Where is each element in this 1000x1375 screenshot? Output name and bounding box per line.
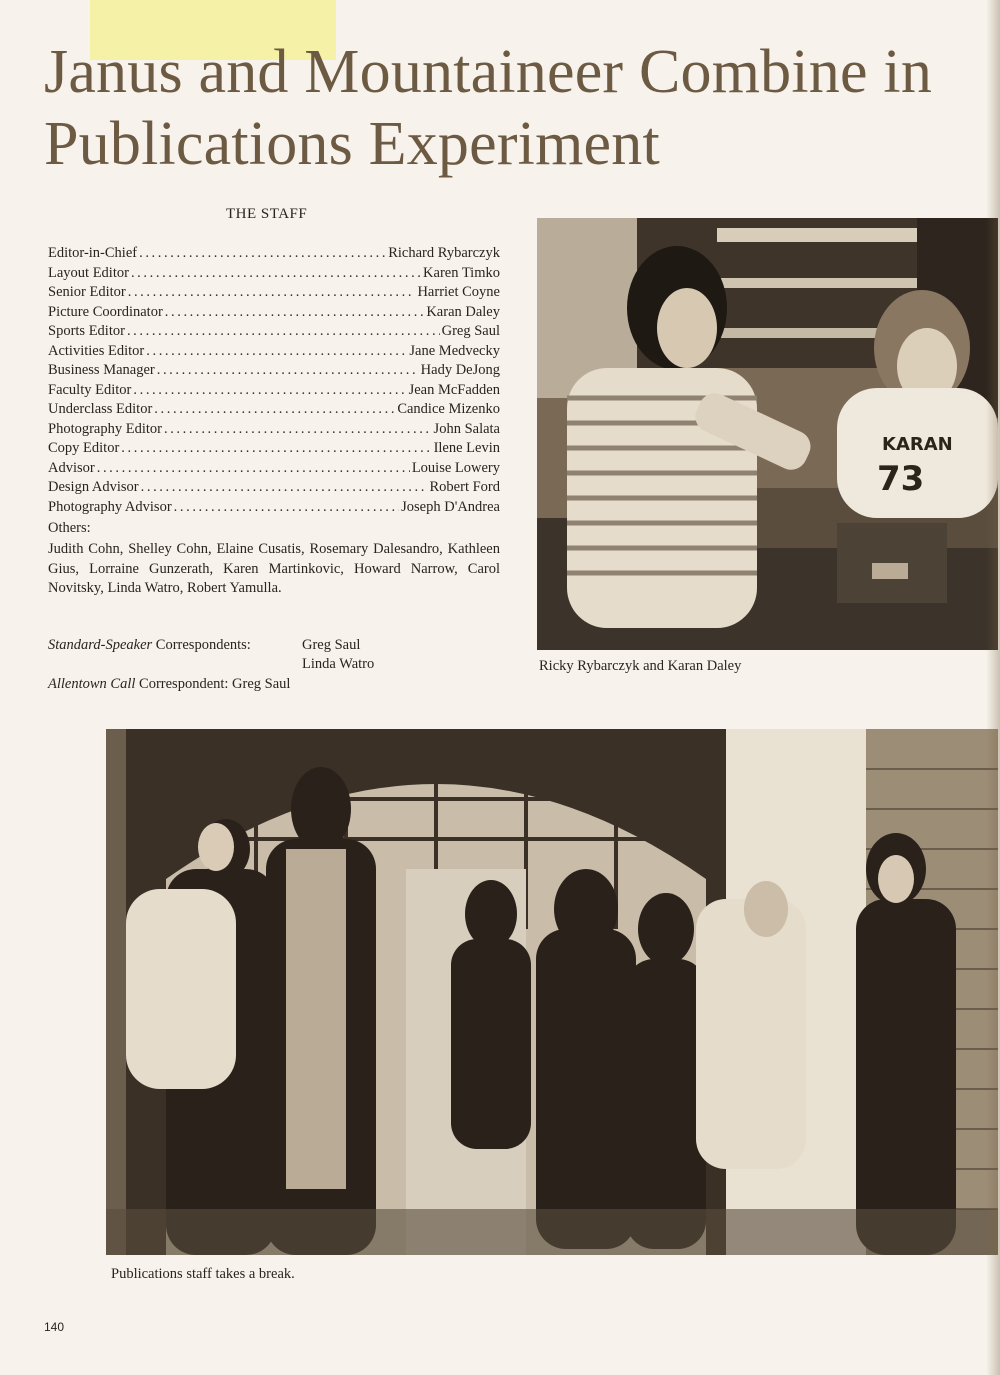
staff-list bbox=[48, 245, 500, 518]
staff-row bbox=[48, 479, 500, 499]
others-text: Judith Cohn, Shelley Cohn, Elaine Cusatis, Rosemary Dalesandro, Kathleen Gius, Lorraine Gunzerath, Karen Martinkovic, Howard Narrow, Carol Novitsky, Linda Watro, Robert Yamulla. bbox=[48, 541, 500, 597]
staff-role: Underclass Editor bbox=[48, 401, 153, 417]
staff-row bbox=[48, 499, 500, 519]
standard-speaker-correspondents bbox=[48, 637, 251, 654]
staff-row bbox=[48, 401, 500, 421]
allentown-suffix: Correspondent: Greg Saul bbox=[135, 676, 291, 692]
page-headline bbox=[44, 36, 984, 180]
staff-name: Ilene Levin bbox=[433, 440, 500, 456]
headline-line-2: Publications Experiment bbox=[44, 110, 660, 178]
dot-leader bbox=[127, 323, 440, 340]
staff-row bbox=[48, 265, 500, 285]
dot-leader bbox=[121, 440, 431, 457]
dot-leader bbox=[157, 362, 419, 379]
dot-leader bbox=[154, 401, 395, 418]
staff-name: Candice Mizenko bbox=[397, 401, 500, 417]
staff-heading: THE STAFF bbox=[226, 206, 308, 222]
dot-leader bbox=[146, 343, 407, 360]
staff-row bbox=[48, 284, 500, 304]
dot-leader bbox=[133, 382, 406, 399]
staff-role: Advisor bbox=[48, 459, 95, 476]
staff-name: Greg Saul bbox=[441, 323, 500, 339]
staff-row bbox=[48, 343, 500, 363]
staff-name: Jane Medvecky bbox=[409, 342, 500, 359]
staff-name: Jean McFadden bbox=[408, 381, 500, 398]
staff-name: Joseph D'Andrea bbox=[401, 498, 500, 515]
photo-office-image bbox=[537, 218, 998, 650]
dot-leader bbox=[139, 245, 386, 262]
staff-role: Photography Advisor bbox=[48, 498, 172, 515]
headline-line-1: Janus and Mountaineer Combine in bbox=[44, 38, 933, 106]
shirt-text: KARAN bbox=[882, 434, 953, 455]
dot-leader bbox=[131, 265, 421, 282]
dot-leader bbox=[97, 460, 410, 477]
caption-top: Ricky Rybarczyk and Karan Daley bbox=[539, 658, 742, 674]
staff-row bbox=[48, 421, 500, 441]
staff-role: Design Advisor bbox=[48, 479, 139, 495]
dot-leader bbox=[165, 304, 425, 321]
staff-name: John Salata bbox=[433, 420, 500, 437]
staff-row bbox=[48, 382, 500, 402]
photo-break-image bbox=[106, 729, 998, 1255]
staff-role: Senior Editor bbox=[48, 284, 126, 300]
staff-name: Hady DeJong bbox=[420, 362, 500, 378]
staff-name: Karan Daley bbox=[426, 303, 500, 320]
correspondent-name: Linda Watro bbox=[302, 656, 375, 672]
shirt-number: 73 bbox=[877, 459, 925, 499]
correspondent-name: Greg Saul bbox=[302, 637, 361, 653]
staff-row bbox=[48, 440, 500, 460]
staff-role: Layout Editor bbox=[48, 264, 129, 281]
staff-row bbox=[48, 323, 500, 343]
staff-row bbox=[48, 304, 500, 324]
allentown-paper: Allentown Call bbox=[48, 676, 136, 692]
caption-bottom: Publications staff takes a break. bbox=[111, 1266, 295, 1282]
dot-leader bbox=[164, 421, 432, 438]
binding-shadow bbox=[986, 0, 1000, 1375]
photo-office bbox=[537, 218, 998, 650]
staff-role: Sports Editor bbox=[48, 323, 125, 339]
staff-role: Copy Editor bbox=[48, 440, 120, 456]
others-label: Others: bbox=[48, 520, 91, 536]
dot-leader bbox=[141, 479, 428, 496]
staff-row bbox=[48, 245, 500, 265]
staff-name: Robert Ford bbox=[429, 479, 500, 495]
staff-row bbox=[48, 460, 500, 480]
staff-name: Richard Rybarczyk bbox=[388, 245, 500, 261]
dot-leader bbox=[174, 499, 399, 516]
staff-role: Faculty Editor bbox=[48, 381, 132, 398]
staff-role: Activities Editor bbox=[48, 342, 145, 359]
photo-break bbox=[106, 729, 998, 1255]
staff-role: Business Manager bbox=[48, 362, 155, 378]
staff-role: Editor-in-Chief bbox=[48, 245, 138, 261]
staff-name: Louise Lowery bbox=[411, 459, 500, 476]
allentown-correspondent bbox=[48, 676, 290, 693]
dot-leader bbox=[128, 284, 416, 301]
staff-name: Harriet Coyne bbox=[417, 284, 500, 300]
staff-role: Picture Coordinator bbox=[48, 303, 163, 320]
staff-name: Karen Timko bbox=[423, 264, 500, 281]
staff-role: Photography Editor bbox=[48, 420, 162, 437]
standard-speaker-suffix: Correspondents: bbox=[152, 637, 251, 653]
staff-row bbox=[48, 362, 500, 382]
page-number: 140 bbox=[44, 1320, 65, 1334]
standard-speaker-paper: Standard-Speaker bbox=[48, 637, 153, 653]
